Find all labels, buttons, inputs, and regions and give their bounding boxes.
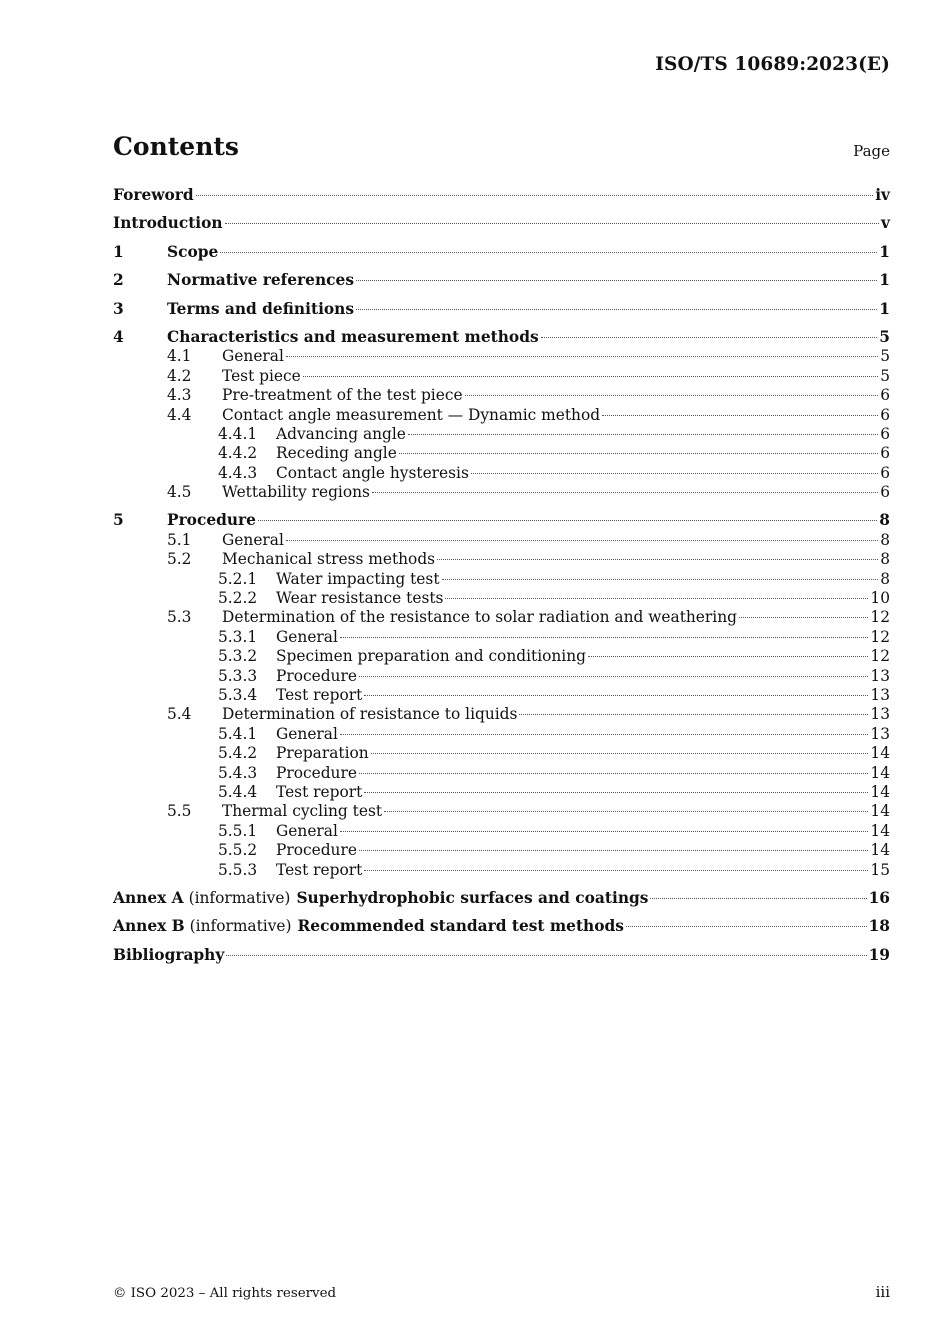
toc-entry-page: 5 [879, 327, 890, 346]
toc-entry-title: Mechanical stress methods [222, 550, 436, 569]
dot-leader [356, 280, 877, 281]
toc-entry-page: 14 [870, 841, 890, 860]
toc-entry[interactable] [113, 667, 890, 686]
toc-entry-title: Foreword [113, 186, 194, 204]
toc-entry[interactable] [113, 406, 890, 425]
toc-bibliography-entry[interactable] [113, 946, 890, 965]
toc-entry-title: Preparation [276, 744, 369, 763]
dot-leader [359, 773, 868, 774]
dot-leader [196, 195, 874, 196]
dot-leader [445, 598, 868, 599]
dot-leader [286, 540, 878, 541]
toc-entry-number: 5.5.1 [218, 821, 258, 840]
toc-entry[interactable] [113, 243, 890, 262]
toc-entry-number: 5.1 [167, 530, 192, 549]
toc-entry[interactable] [113, 725, 890, 744]
toc-entry[interactable] [113, 531, 890, 550]
toc-entry-number: 5.4.4 [218, 782, 258, 801]
toc-entry-title: Normative references [167, 271, 354, 290]
toc-entry-title: Water impacting test [276, 569, 440, 588]
toc-entry-title: Test piece [222, 366, 301, 385]
toc-entry[interactable] [113, 764, 890, 783]
toc-entry-number: 4.4.1 [218, 424, 258, 443]
toc-entry-title: Thermal cycling test [222, 802, 383, 821]
toc-entry-page: 14 [870, 802, 890, 821]
dot-leader [602, 415, 878, 416]
toc-entry-number: 4 [113, 327, 124, 346]
toc-entry-page: iv [875, 186, 890, 204]
annex-label: Annex B [113, 917, 185, 936]
dot-leader [364, 695, 868, 696]
toc-entry[interactable] [113, 608, 890, 627]
toc-entry-number: 4.4.3 [218, 463, 258, 482]
document-id-header: ISO/TS 10689:2023(E) [655, 54, 890, 75]
toc-entry-number: 5.4.2 [218, 744, 258, 763]
toc-entry-page: 12 [870, 647, 890, 666]
dot-leader [340, 637, 869, 638]
toc-entry-number: 5.3.1 [218, 627, 258, 646]
toc-entry-page: 12 [870, 608, 890, 627]
dot-leader [356, 309, 877, 310]
toc-entry-title: Pre-treatment of the test piece [222, 386, 463, 405]
toc-entry-page: 19 [868, 945, 890, 964]
toc-entry-number: 5.2.2 [218, 589, 258, 608]
copyright-footer: © ISO 2023 – All rights reserved [113, 1286, 337, 1301]
toc-entry-page: 12 [870, 627, 890, 646]
toc-entry-title: General [222, 347, 284, 366]
toc-entry-page: 10 [870, 589, 890, 608]
toc-entry-page: 1 [879, 299, 890, 318]
annex-informative-tag: (informative) [189, 917, 292, 936]
toc-entry[interactable] [113, 783, 890, 802]
toc-entry[interactable] [113, 367, 890, 386]
toc-entry-number: 5.3.4 [218, 685, 258, 704]
toc-entry[interactable] [113, 744, 890, 763]
toc-entry-title: Test report [276, 782, 363, 801]
toc-entry-title: Specimen preparation and conditioning [276, 647, 586, 666]
toc-entry[interactable] [113, 647, 890, 666]
dot-leader [286, 356, 878, 357]
toc-entry[interactable] [113, 425, 890, 444]
toc-entry-page: 13 [870, 705, 890, 724]
dot-leader [471, 473, 878, 474]
toc-entry[interactable] [113, 589, 890, 608]
toc-entry-page: 6 [880, 483, 890, 502]
annex-label: Annex A [113, 888, 184, 907]
toc-entry-page: 6 [880, 405, 890, 424]
toc-annex-entry[interactable] [113, 917, 890, 936]
toc-entry-title: Characteristics and measurement methods [167, 327, 539, 346]
dot-leader [465, 395, 879, 396]
toc-entry-title: Procedure [276, 763, 357, 782]
table-of-contents [113, 186, 890, 965]
toc-entry-number: 2 [113, 271, 124, 290]
toc-entry-page: 1 [879, 242, 890, 261]
dot-leader [364, 792, 868, 793]
toc-entry[interactable] [113, 444, 890, 463]
toc-entry-title: Test report [276, 860, 363, 879]
toc-entry-number: 5.2.1 [218, 569, 258, 588]
toc-entry[interactable] [113, 347, 890, 366]
toc-entry-page: 8 [880, 550, 890, 569]
toc-entry-number: 5.3 [167, 608, 192, 627]
toc-entry-number: 4.3 [167, 386, 192, 405]
toc-entry-number: 4.4 [167, 405, 192, 424]
toc-annex-entry[interactable] [113, 889, 890, 908]
toc-entry[interactable] [113, 464, 890, 483]
toc-entry-page: 14 [870, 782, 890, 801]
toc-entry-page: 8 [880, 530, 890, 549]
toc-entry[interactable] [113, 705, 890, 724]
toc-entry-number: 5.5.3 [218, 860, 258, 879]
toc-entry-page: 8 [879, 511, 890, 530]
dot-leader [364, 870, 868, 871]
toc-entry-number: 5 [113, 511, 124, 530]
toc-entry-number: 5.3.3 [218, 666, 258, 685]
toc-entry[interactable] [113, 822, 890, 841]
toc-entry-number: 1 [113, 242, 124, 261]
toc-entry[interactable] [113, 802, 890, 821]
toc-entry-title: Scope [167, 242, 219, 261]
toc-entry[interactable] [113, 214, 890, 233]
toc-entry-page: 6 [880, 424, 890, 443]
toc-entry-number: 5.2 [167, 550, 192, 569]
toc-entry[interactable] [113, 686, 890, 705]
toc-entry-title: General [276, 821, 338, 840]
toc-entry-number: 4.5 [167, 483, 192, 502]
toc-entry-page: 8 [880, 569, 890, 588]
toc-entry-title: General [276, 627, 338, 646]
toc-entry-title: Advancing angle [276, 424, 406, 443]
toc-entry-page: v [881, 214, 890, 233]
toc-entry[interactable] [113, 841, 890, 860]
dot-leader [437, 559, 878, 560]
annex-title: Recommended standard test methods [297, 917, 624, 936]
dot-leader [541, 337, 878, 338]
dot-leader [739, 617, 868, 618]
annex-title: Superhydrophobic surfaces and coatings [296, 888, 649, 907]
toc-entry-title: Procedure [276, 841, 357, 860]
dot-leader [371, 753, 869, 754]
toc-entry-page: 5 [880, 366, 890, 385]
toc-entry[interactable] [113, 300, 890, 319]
toc-entry-page: 1 [879, 271, 890, 290]
dot-leader [220, 252, 877, 253]
toc-entry[interactable] [113, 628, 890, 647]
toc-entry-title: Terms and definitions [167, 299, 355, 318]
toc-entry-page: 16 [868, 888, 890, 907]
dot-leader [340, 734, 869, 735]
toc-entry-number: 5.4 [167, 705, 192, 724]
toc-entry-page: 5 [880, 347, 890, 366]
toc-entry-page: 15 [870, 860, 890, 879]
dot-leader [372, 492, 878, 493]
toc-entry-number: 5.5 [167, 802, 192, 821]
dot-leader [399, 453, 878, 454]
toc-entry-page: 14 [870, 763, 890, 782]
toc-entry-number: 4.1 [167, 347, 192, 366]
dot-leader [650, 898, 866, 899]
toc-entry-title: Determination of the resistance to solar radiation and weathering [222, 608, 737, 627]
dot-leader [225, 223, 879, 224]
toc-entry[interactable] [113, 861, 890, 880]
toc-entry-page: 18 [868, 917, 890, 936]
annex-informative-tag: (informative) [188, 888, 291, 907]
toc-entry-title: General [222, 530, 284, 549]
dot-leader [340, 831, 869, 832]
toc-entry[interactable] [113, 271, 890, 290]
toc-entry-title: Wear resistance tests [276, 589, 444, 608]
toc-entry-page: 6 [880, 444, 890, 463]
toc-entry-title: General [276, 724, 338, 743]
toc-entry-title: Procedure [167, 511, 256, 530]
toc-entry[interactable] [113, 550, 890, 569]
toc-entry-number: 4.2 [167, 366, 192, 385]
toc-entry-title: Receding angle [276, 444, 397, 463]
toc-entry-page: 6 [880, 463, 890, 482]
dot-leader [359, 676, 868, 677]
toc-entry-number: 5.4.3 [218, 763, 258, 782]
toc-entry-title: Test report [276, 685, 363, 704]
toc-entry-page: 13 [870, 724, 890, 743]
toc-entry[interactable] [113, 483, 890, 502]
toc-entry-number: 3 [113, 299, 124, 318]
dot-leader [226, 955, 866, 956]
toc-entry[interactable] [113, 186, 890, 205]
dot-leader [442, 579, 879, 580]
page-number: iii [875, 1283, 890, 1301]
contents-title: Contents [113, 132, 240, 161]
toc-entry-page: 13 [870, 666, 890, 685]
toc-entry[interactable] [113, 328, 890, 347]
page-column-label: Page [853, 142, 890, 160]
dot-leader [588, 656, 868, 657]
dot-leader [519, 714, 868, 715]
toc-entry-page: 14 [870, 821, 890, 840]
dot-leader [384, 811, 868, 812]
toc-entry[interactable] [113, 386, 890, 405]
dot-leader [359, 850, 868, 851]
toc-entry-title: Contact angle hysteresis [276, 463, 469, 482]
toc-entry-number: 5.5.2 [218, 841, 258, 860]
toc-entry-title: Introduction [113, 214, 223, 233]
toc-entry-page: 13 [870, 685, 890, 704]
dot-leader [408, 434, 878, 435]
toc-entry-title: Wettability regions [222, 483, 370, 502]
dot-leader [626, 926, 867, 927]
toc-entry[interactable] [113, 511, 890, 530]
toc-entry-page: 6 [880, 386, 890, 405]
toc-entry-number: 5.4.1 [218, 724, 258, 743]
dot-leader [303, 376, 878, 377]
toc-entry-number: 5.3.2 [218, 647, 258, 666]
toc-entry-title: Procedure [276, 666, 357, 685]
toc-entry-number: 4.4.2 [218, 444, 258, 463]
toc-entry-title: Determination of resistance to liquids [222, 705, 518, 724]
toc-entry-page: 14 [870, 744, 890, 763]
dot-leader [258, 520, 877, 521]
toc-entry-title: Contact angle measurement — Dynamic method [222, 405, 601, 424]
toc-entry-title: Bibliography [113, 945, 225, 964]
toc-entry[interactable] [113, 570, 890, 589]
